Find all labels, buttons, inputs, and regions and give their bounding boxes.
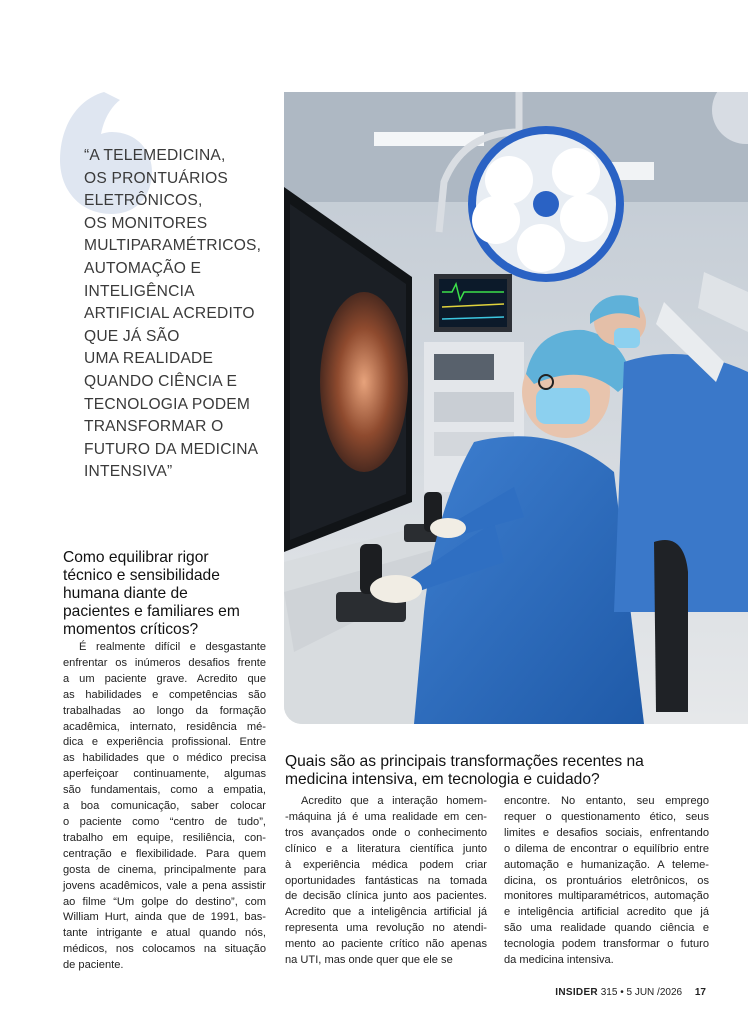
text-line: centração e flexibilidade. Para quem (63, 847, 266, 860)
text-line: oportunidades fantásticas na tomada (285, 874, 487, 887)
text-line: encontre. No entanto, seu emprego (504, 795, 709, 807)
text-line: jovens acadêmicos, vale a pena assistir (63, 879, 266, 892)
text-line: o dilema de encontrar o equilíbrio entre (504, 842, 709, 855)
magazine-name: INSIDER (555, 987, 598, 998)
text-line: automação e humanização. A teleme- (504, 858, 709, 871)
text-line: -máquina já é uma realidade em cen- (285, 810, 487, 823)
issue-date: 5 JUN /2026 (626, 987, 683, 998)
surgery-photo (284, 92, 748, 724)
text-line: são fundamentais, como a empatia, (63, 784, 266, 797)
text-line: É realmente difícil e desgastante (79, 641, 266, 653)
text-line: dica e experiência profissional. Entre (63, 736, 266, 749)
text-line: clínico e a literatura científica junto (285, 842, 487, 855)
text-line: Acredito que a inteligência artificial já (285, 906, 487, 919)
text-line: ao filme “Um golpe do destino”, com (63, 895, 266, 908)
text-line: tecnologia podem transformar o futuro (504, 938, 709, 951)
text-line: gosta de cinema, principalmente para (63, 863, 266, 876)
answer-2-column-b (504, 794, 709, 969)
pull-quote: “A TELEMEDICINA, OS PRONTUÁRIOS ELETRÔNICOS, OS MONITORES MULTIPARAMÉTRICOS, AUTOMAÇÃO E INTELIGÊNCIA ARTIFICIAL ACREDITO QUE JÁ SÃO UMA REALIDADE QUANDO CIÊNCIA E TECNOLOGIA PODEM TRANSFORMAR O FUTURO DA MEDICINA INTENSIVA” (84, 147, 262, 481)
text-line: William Hurt, ainda que de 1991, bas- (63, 911, 266, 924)
text-line: são uma realidade quando ciência e (504, 922, 709, 935)
text-line: a boa comunicação, saber colocar (63, 800, 266, 813)
text-line: e inteligência artificial acredito que já (504, 906, 709, 919)
text-line: requer o questionamento ético, seus (504, 810, 709, 823)
text-line: as habilidades e competências são (63, 688, 266, 701)
text-line: de decisão clínica junto aos pacientes. (285, 890, 487, 903)
text-line: as habilidades que o médico precisa (63, 752, 266, 765)
page-number: 17 (694, 987, 706, 998)
text-line: enfrentar os inúmeros desafios frente (63, 656, 266, 669)
answer-2-column-a (285, 794, 487, 969)
text-line: limites e desafios sociais, enfrentando (504, 826, 709, 839)
text-line: Acredito que a interação homem- (301, 795, 487, 807)
text-line: à experiência médica podem criar (285, 858, 487, 871)
question-1: Como equilibrar rigor técnico e sensibilidade humana diante de pacientes e familiares em momentos críticos? (63, 549, 240, 638)
issue-number: 315 (600, 987, 618, 998)
text-line: mento ao paciente crítico não apenas (285, 938, 487, 951)
text-line: acadêmica, internato, residência mé- (63, 720, 266, 733)
question-2: Quais são as principais transformações recentes na medicina intensiva, em tecnologia e cuidado? (285, 753, 644, 788)
footer-bullet: • (620, 987, 624, 998)
text-line: o paciente como “centro de tudo”, (63, 815, 266, 828)
text-line: na UTI, mas onde quer que ele se (285, 954, 453, 967)
text-line: monitores multiparamétricos, automação (504, 890, 709, 903)
text-line: aperfeiçoar continuamente, algumas (63, 768, 266, 781)
text-line: médicos, nos colocamos na situação (63, 943, 266, 956)
text-line: tante intrigante e atual quando nós, (63, 927, 266, 940)
text-line: dicina, os prontuários eletrônicos, os (504, 874, 709, 887)
text-line: da medicina intensiva. (504, 954, 614, 967)
answer-1-column (63, 640, 266, 974)
page-footer (555, 987, 706, 998)
text-line: trabalhadas ao longo da formação (63, 704, 266, 717)
text-line: representa uma revolução no atendi- (285, 922, 487, 935)
text-line: de paciente. (63, 959, 124, 972)
text-line: trabalho em equipe, resiliência, con- (63, 831, 266, 844)
text-line: tros avançados onde o conhecimento (285, 826, 487, 839)
text-line: a um paciente grave. Acredito que (63, 672, 266, 685)
